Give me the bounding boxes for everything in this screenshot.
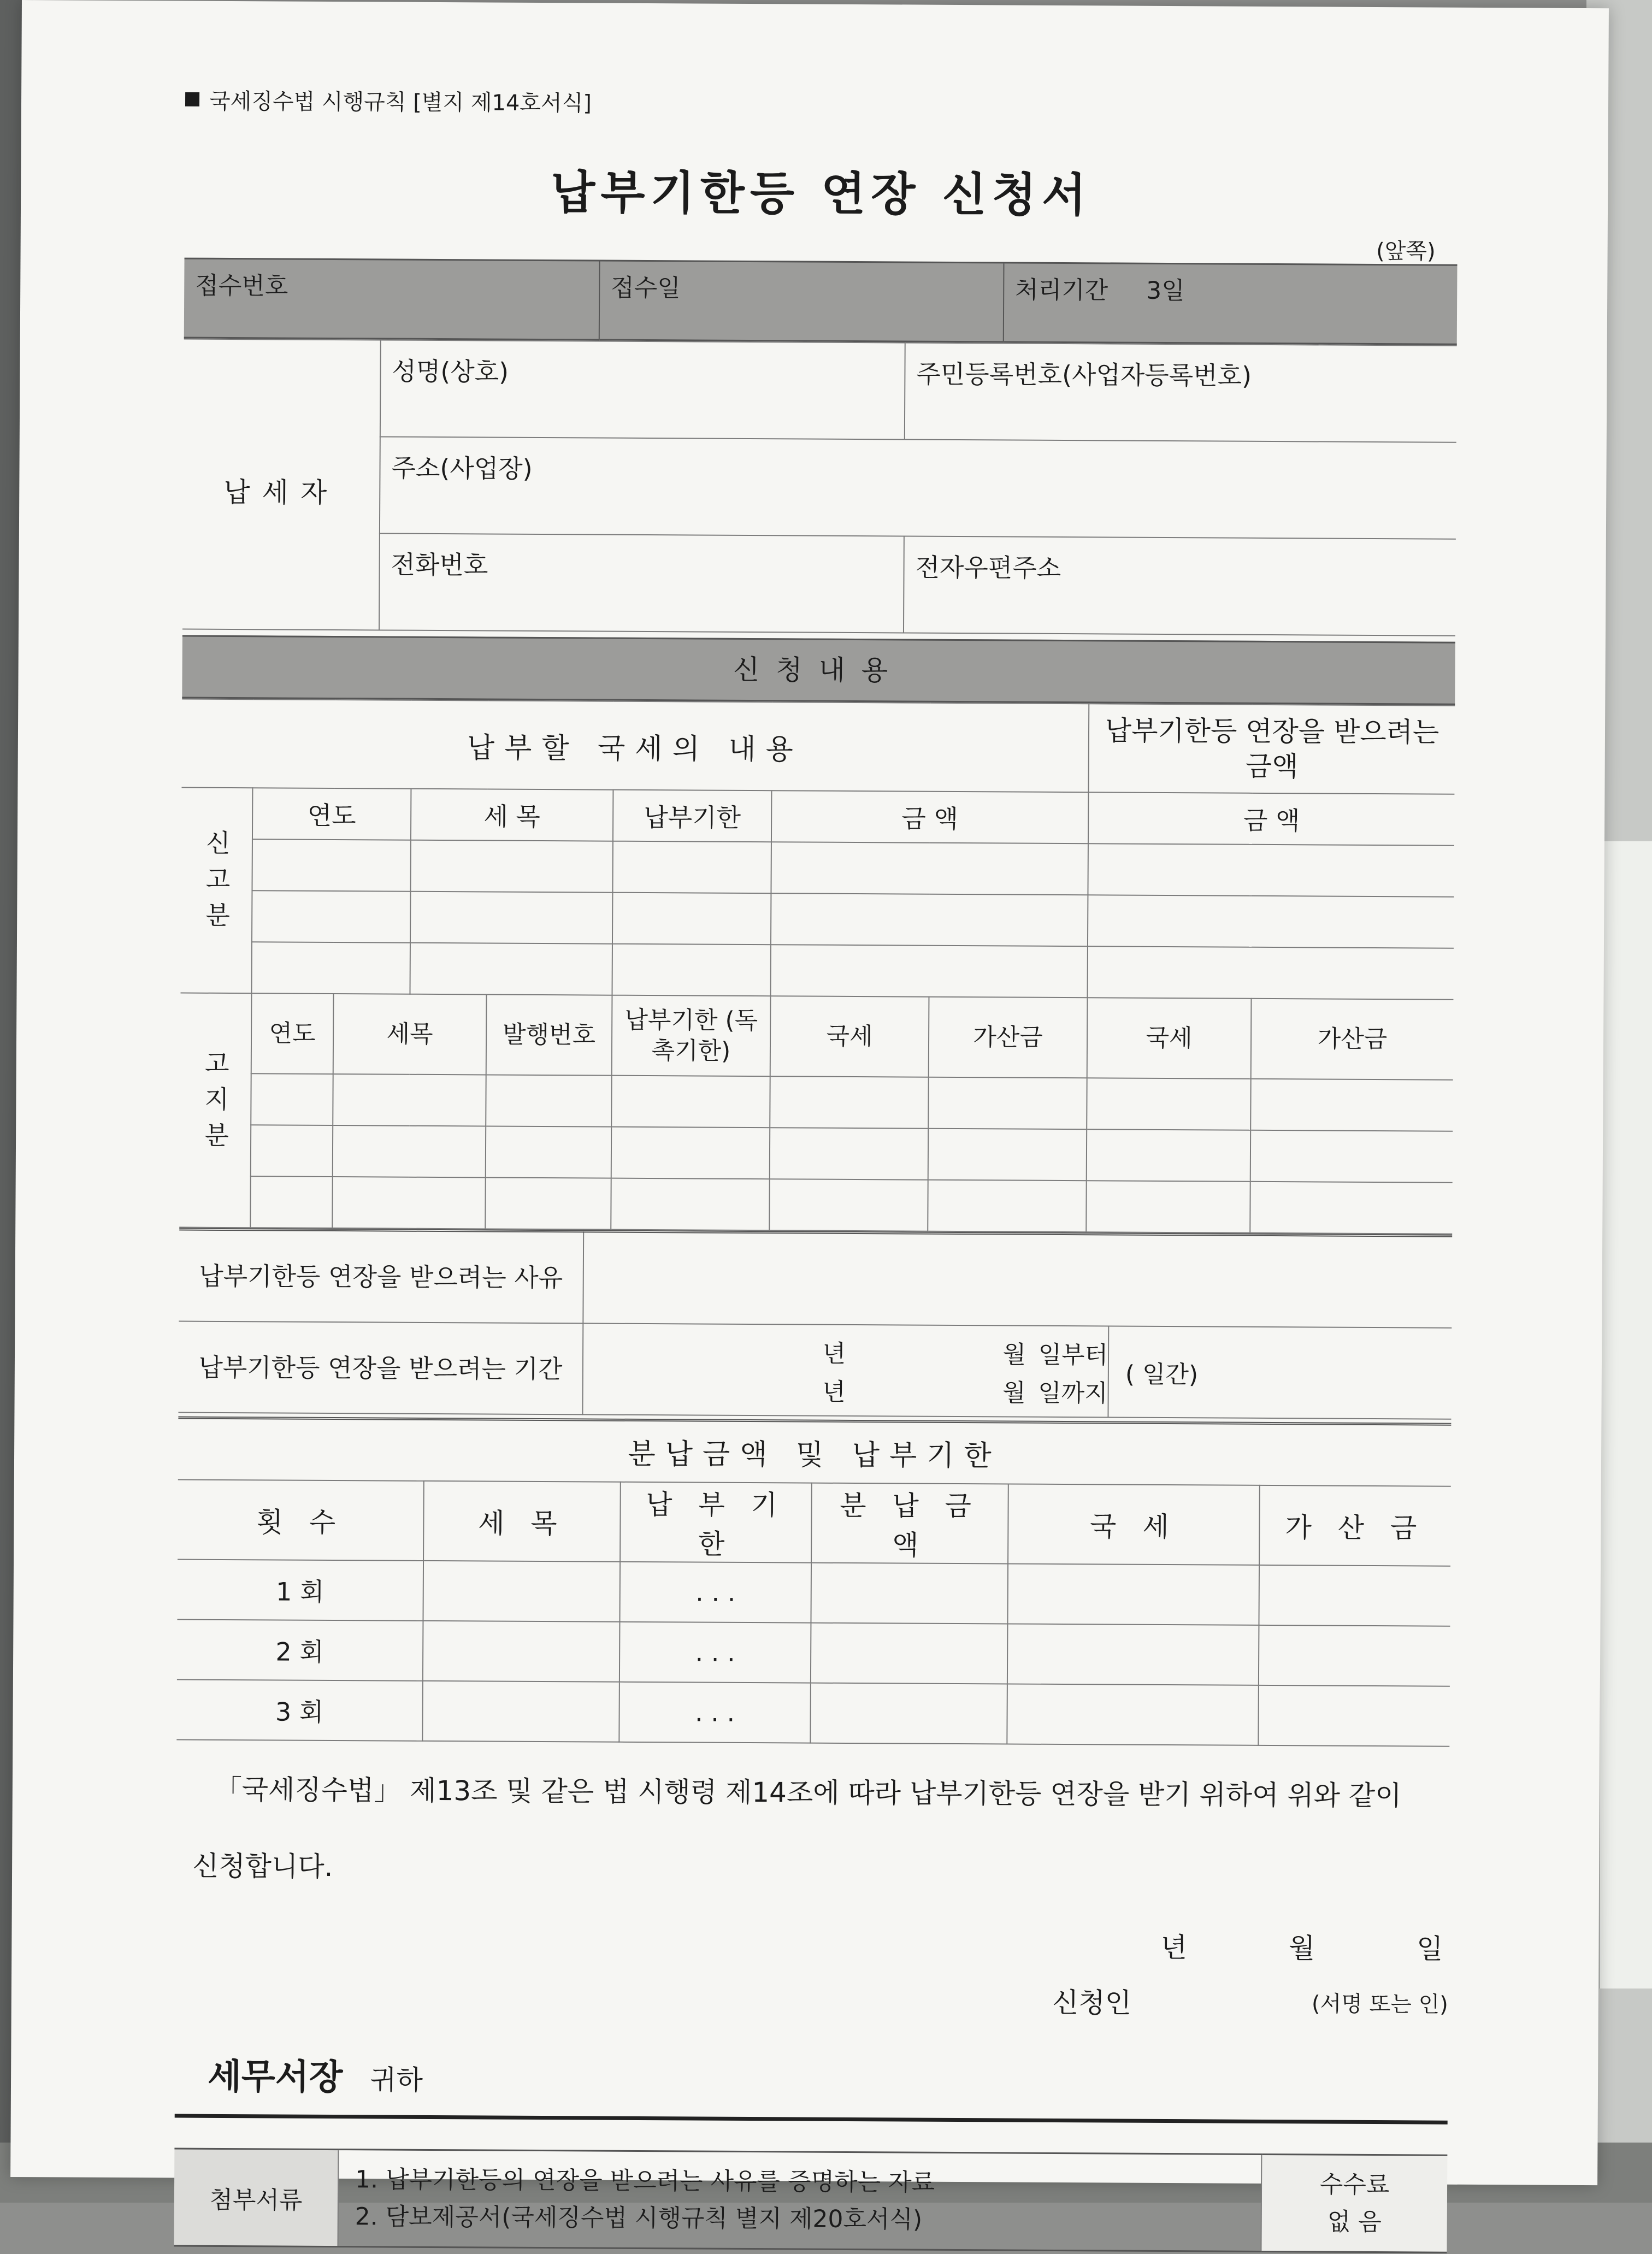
tax-office-label: 세무서장 — [207, 2056, 343, 2098]
installment-cell[interactable] — [1259, 1625, 1450, 1686]
installment-table — [176, 1479, 1450, 1747]
taxpayer-table — [182, 339, 1457, 636]
declaration-text: 「국세징수법」 제13조 및 같은 법 시행령 제14조에 따라 납부기한등 연장을 받기 위하여 위와 같이 신청합니다. — [192, 1773, 1402, 1883]
notice-header-due-date: 납부기한 (독촉기한) — [612, 995, 771, 1077]
period-days: ( 일간) — [1107, 1326, 1452, 1418]
filed-header-amount: 금 액 — [771, 790, 1089, 843]
address-label: 주소(사업장) — [391, 453, 533, 483]
notice-cell[interactable] — [611, 1178, 769, 1231]
document-title: 납부기한등 연장 신청서 — [550, 166, 1092, 222]
filed-cell[interactable] — [612, 893, 771, 945]
notice-cell[interactable] — [486, 1075, 611, 1126]
notice-cell[interactable] — [333, 1074, 486, 1126]
installment-cell[interactable] — [1258, 1685, 1450, 1746]
notice-cell[interactable] — [770, 1128, 928, 1180]
filed-header-due-date: 납부기한 — [613, 790, 771, 842]
filed-cell[interactable] — [771, 893, 1088, 946]
notice-cell[interactable] — [928, 1077, 1087, 1130]
notice-header-additional-charge: 가산금 — [929, 997, 1088, 1078]
notice-cell[interactable] — [611, 1127, 770, 1179]
filed-cell[interactable] — [252, 839, 410, 892]
notice-cell[interactable] — [333, 1125, 486, 1177]
notice-header-issue-number: 발행번호 — [486, 994, 612, 1075]
processing-period-label: 처리기간 — [1015, 276, 1108, 305]
reason-table — [178, 1228, 1452, 1420]
from-day: 일부터 — [1038, 1341, 1108, 1369]
reason-label: 납부기한등 연장을 받으려는 사유 — [179, 1229, 583, 1323]
from-month: 월 — [1002, 1340, 1026, 1369]
square-bullet-icon — [185, 92, 199, 107]
form-id — [185, 83, 1458, 122]
installment-cell[interactable] — [810, 1683, 1007, 1744]
installment-cell[interactable] — [811, 1563, 1008, 1624]
fee-label: 수수료 — [1319, 2170, 1390, 2199]
to-day: 일까지 — [1038, 1379, 1108, 1407]
filed-cell[interactable] — [771, 842, 1088, 895]
form-paper — [10, 0, 1609, 2236]
notice-cell[interactable] — [770, 1076, 928, 1129]
page-side-note: (앞쪽) — [1376, 238, 1436, 264]
heavy-divider — [175, 2114, 1448, 2125]
email-field[interactable] — [904, 536, 1456, 635]
notice-cell[interactable] — [486, 1126, 611, 1178]
installment-cell[interactable] — [1259, 1565, 1450, 1626]
notice-cell[interactable] — [1250, 1079, 1453, 1131]
installment-date-dots[interactable]: . . . — [620, 1562, 811, 1623]
date-day-label: 일 — [1416, 1933, 1443, 1965]
notice-header-ext-national-tax: 국세 — [1087, 998, 1252, 1079]
date-month-label: 월 — [1288, 1932, 1315, 1964]
notice-cell[interactable] — [1087, 1078, 1250, 1130]
installment-cell[interactable] — [423, 1621, 620, 1682]
filed-header-tax-item: 세 목 — [411, 789, 613, 841]
installment-count-3: 3 회 — [176, 1680, 423, 1741]
name-label: 성명(상호) — [392, 356, 509, 387]
notice-header-ext-additional-charge: 가산금 — [1251, 999, 1454, 1080]
phone-field[interactable] — [379, 533, 904, 633]
filed-label — [180, 788, 252, 994]
period-label: 납부기한등 연장을 받으려는 기간 — [178, 1321, 583, 1415]
notice-label — [179, 993, 251, 1228]
installment-date-dots[interactable]: . . . — [620, 1622, 811, 1683]
address-field[interactable] — [380, 436, 1456, 539]
period-dates — [764, 1333, 1108, 1408]
tax-content-table — [179, 699, 1455, 1235]
installment-cell[interactable] — [422, 1681, 620, 1742]
installment-cell[interactable] — [1007, 1563, 1259, 1625]
notice-cell[interactable] — [611, 1076, 770, 1128]
installment-header-count: 횟 수 — [178, 1480, 424, 1561]
installment-date-dots[interactable]: . . . — [619, 1682, 811, 1743]
attachment-item-2: 2. 담보제공서(국세징수법 시행규칙 별지 제20호서식) — [355, 2202, 923, 2234]
processing-period-field — [1004, 263, 1458, 344]
name-field[interactable] — [380, 340, 905, 439]
taxpayer-label: 납세자 — [182, 339, 381, 630]
notice-cell[interactable] — [928, 1129, 1087, 1181]
notice-cell[interactable] — [1087, 1129, 1250, 1182]
receipt-number-label: 접수번호 — [195, 272, 288, 300]
to-month: 월 — [1002, 1378, 1026, 1407]
date-year-label: 년 — [1160, 1931, 1188, 1964]
filed-cell[interactable] — [1088, 843, 1454, 897]
id-number-label: 주민등록번호(사업자등록번호) — [916, 359, 1252, 391]
receipt-date-field[interactable] — [599, 261, 1004, 342]
form-id-text: 국세징수법 시행규칙 [별지 제14호서식] — [209, 88, 592, 116]
filed-cell[interactable] — [410, 840, 612, 893]
addressee-suffix: 귀하 — [370, 2064, 423, 2096]
receipt-date-label: 접수일 — [611, 274, 681, 303]
installment-header-due-date: 납 부 기 한 — [620, 1482, 812, 1563]
from-year: 년 — [822, 1340, 846, 1368]
background-card — [1599, 841, 1652, 1989]
notice-cell[interactable] — [1086, 1181, 1250, 1233]
period-content — [583, 1324, 1452, 1418]
notice-header-tax-item: 세목 — [333, 994, 487, 1075]
filed-cell[interactable] — [770, 945, 1088, 998]
notice-header-national-tax: 국세 — [770, 996, 929, 1077]
attachments-table — [174, 2148, 1447, 2253]
installment-title: 분납금액 및 납부기한 — [178, 1417, 1452, 1486]
application-band: 신청내용 — [182, 635, 1455, 705]
extension-amount-title: 납부기한등 연장을 받으려는 금액 — [1088, 704, 1455, 794]
attachments-list — [338, 2150, 1261, 2252]
notice-cell[interactable] — [1250, 1182, 1452, 1234]
installment-count-1: 1 회 — [177, 1560, 423, 1621]
installment-header-national-tax: 국 세 — [1008, 1484, 1260, 1565]
notice-header-year: 연도 — [251, 993, 334, 1074]
tax-content-title: 납부할 국세의 내용 — [181, 699, 1089, 793]
installment-header-additional-charge: 가 산 금 — [1259, 1485, 1451, 1566]
filed-cell[interactable] — [1088, 895, 1454, 948]
fee-value: 없 음 — [1327, 2208, 1382, 2236]
notice-cell[interactable] — [769, 1179, 928, 1231]
notice-cell[interactable] — [332, 1177, 485, 1229]
email-label: 전자우편주소 — [915, 552, 1061, 583]
application-date — [175, 1921, 1448, 1967]
filed-header-extension-amount: 금 액 — [1088, 792, 1454, 846]
filed-cell[interactable] — [612, 841, 771, 894]
attachments-label: 첨부서류 — [174, 2149, 338, 2247]
notice-label-text: 고지분 — [200, 1049, 231, 1158]
fee-cell — [1261, 2154, 1447, 2252]
filed-label-text: 신고분 — [201, 829, 232, 939]
processing-period-value: 3일 — [1146, 276, 1185, 305]
id-number-field[interactable] — [905, 343, 1457, 442]
applicant-line — [175, 1976, 1448, 2022]
period-field[interactable] — [582, 1323, 1452, 1419]
notice-cell[interactable] — [251, 1073, 333, 1125]
notice-cell[interactable] — [250, 1176, 332, 1228]
filed-header-year: 연도 — [252, 788, 411, 840]
reason-field[interactable] — [583, 1231, 1452, 1328]
notice-cell[interactable] — [251, 1125, 333, 1177]
installment-header-amount: 분 납 금 액 — [811, 1483, 1008, 1564]
filed-cell[interactable] — [252, 890, 410, 943]
receipt-table — [184, 258, 1458, 345]
filed-cell[interactable] — [410, 892, 612, 944]
to-year: 년 — [822, 1378, 846, 1406]
applicant-label: 신청인 — [1052, 1986, 1132, 2019]
installment-count-2: 2 회 — [177, 1620, 423, 1681]
installment-cell[interactable] — [423, 1561, 620, 1622]
attachment-item-1: 1. 납부기한등의 연장을 받으려는 사유를 증명하는 자료 — [355, 2165, 935, 2197]
installment-header-tax-item: 세 목 — [423, 1481, 621, 1562]
filed-cell[interactable] — [410, 943, 612, 995]
filed-cell[interactable] — [612, 944, 770, 996]
installment-cell[interactable] — [811, 1623, 1008, 1684]
filed-cell[interactable] — [251, 942, 410, 994]
phone-label: 전화번호 — [391, 550, 488, 580]
signature-label[interactable]: (서명 또는 인) — [1311, 1991, 1448, 2017]
installment-cell[interactable] — [1007, 1624, 1259, 1685]
receipt-number-field[interactable] — [184, 258, 600, 340]
addressee — [175, 2049, 1448, 2115]
notice-cell[interactable] — [1250, 1130, 1453, 1183]
notice-cell[interactable] — [928, 1180, 1087, 1232]
notice-cell[interactable] — [485, 1177, 611, 1229]
filed-cell[interactable] — [1088, 946, 1454, 1000]
form-sheet — [174, 83, 1458, 2253]
installment-cell[interactable] — [1007, 1684, 1259, 1745]
